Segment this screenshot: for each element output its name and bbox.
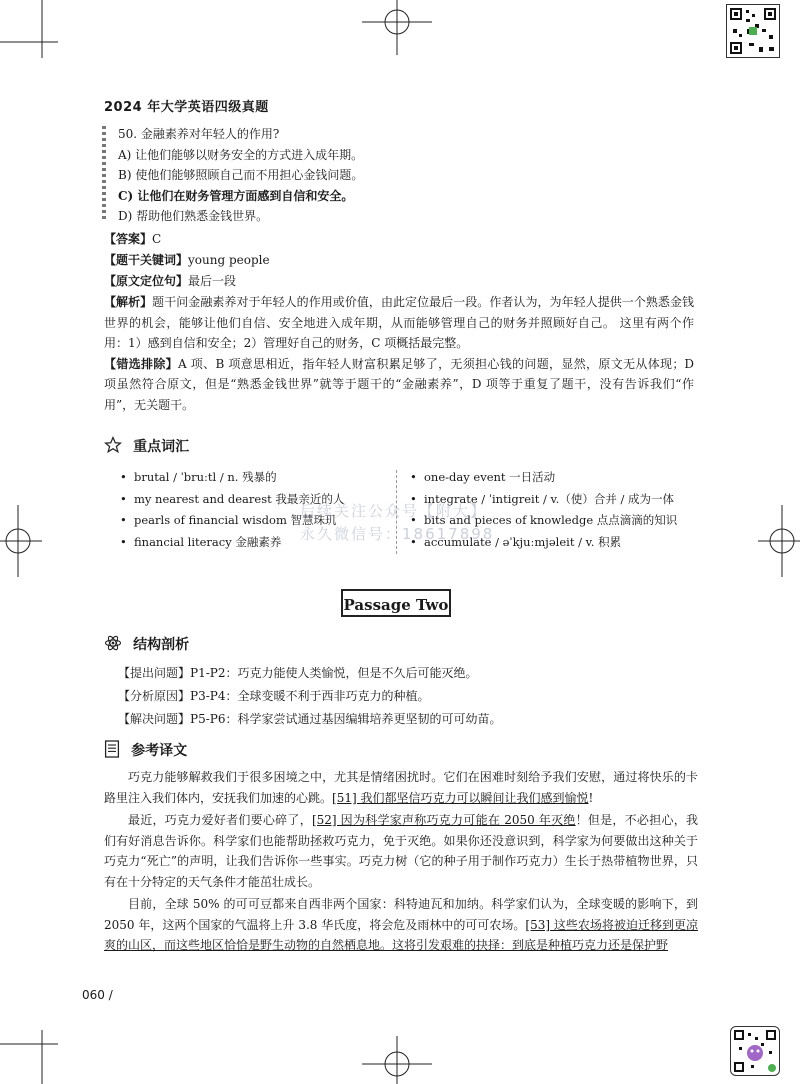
explain-paragraph <box>104 292 694 354</box>
option-b: B) 使他们能够照顾自己而不用担心金钱问题。 <box>118 168 364 182</box>
structure-title: 结构剖析 <box>133 637 190 653</box>
vocab-item: • brutal / ˈbruːtl / n. 残暴的 <box>120 467 390 489</box>
exclude-tag: 【错选排除】 <box>104 356 178 371</box>
question-stem: 50. 金融素养对年轻人的作用? <box>118 127 280 141</box>
keyword-line <box>104 250 694 271</box>
exclude-text: A 项、B 项意思相近，指年轻人财富积累足够了，无须担心钱的问题，显然，原文无从体现；D 项虽然符合原文，但是“熟悉金钱世界”就等于题干的“金融素养”，D 项等于重复了题干，没有告诉我们“作用”，无关题干。 <box>104 356 694 412</box>
vocab-header <box>104 436 189 456</box>
translation-body <box>104 767 698 956</box>
p2-text: 最近，巧克力爱好者们要心碎了， <box>128 813 312 827</box>
option-c: C) 让他们在财务管理方面感到自信和安全。 <box>118 188 354 203</box>
answer-tag: 【答案】 <box>104 232 153 246</box>
watermark-line2: 永久微信号：18617898 <box>300 525 495 543</box>
structure-list <box>118 662 698 731</box>
page-number: 060 / <box>82 988 113 1002</box>
vocab-item: • bits and pieces of knowledge 点点滴滴的知识 <box>410 510 710 532</box>
structure-item: 【分析原因】P3-P4：全球变暖不利于西非巧克力的种植。 <box>118 689 430 703</box>
question-block <box>102 124 702 227</box>
p1-end: ! <box>588 790 594 805</box>
keyword-tag: 【题干关键词】 <box>104 253 189 267</box>
atom-icon <box>104 634 122 652</box>
p3-highlight: [53] 这些农场将被迫迁移到更凉爽的山区，而这些地区恰恰是野生动物的自然栖息地。这将引发艰难的抉择：到底是种植巧克力还是保护野 <box>104 917 698 952</box>
translation-paragraph-1 <box>104 767 698 808</box>
structure-item: 【提出问题】P1-P2：巧克力能使人类愉悦，但是不久后可能灭绝。 <box>118 666 478 680</box>
qr-code-top[interactable] <box>726 4 780 58</box>
p1-highlight: [51] 我们都坚信巧克力可以瞬间让我们感到愉悦 <box>332 790 589 805</box>
vocab-item: • my nearest and dearest 我最亲近的人 <box>120 489 390 511</box>
translation-paragraph-3 <box>104 894 698 956</box>
analysis-block <box>104 229 694 415</box>
watermark-line1: 后续关注公众号【附大】 <box>300 502 488 520</box>
explain-text: 题干问金融素养对于年轻人的作用或价值，由此定位最后一段。作者认为，为年轻人提供一个熟悉金钱世界的机会，能够让他们自信、安全地进入成年期，从而能够管理自己的财务并照顾好自己。 这里有两个作用：1）感到自信和安全；2）管理好自己的财务，C 项概括最完整。 <box>104 295 694 350</box>
translation-title: 参考译文 <box>131 743 188 759</box>
p2-highlight: [52] 因为科学家声称巧克力可能在 2050 年灭绝 <box>311 813 576 827</box>
quote-bar <box>102 126 106 220</box>
p1-text: 巧克力能够解救我们于很多困境之中，尤其是情绪困扰时。它们在困难时刻给予我们安慰，通过将快乐的卡路里注入我们体内，安抚我们加速的心跳。 <box>104 770 698 805</box>
vocab-title: 重点词汇 <box>133 439 190 455</box>
locate-tag: 【原文定位句】 <box>104 274 189 288</box>
answer-value: C <box>152 232 162 246</box>
option-d: D) 帮助他们熟悉金钱世界。 <box>118 209 269 223</box>
watermark <box>300 500 494 544</box>
p2-rest: ！但是，不必担心，我们有好消息告诉你。科学家们也能帮助拯救巧克力，免于灭绝。如果你还没意识到，科学家为何要做出这种关于巧克力“死亡”的声明，让我们告诉你一些事实。巧克力树（它的种子用于制作巧克力）生长于热带植物世界，只有在十分特定的天气条件才能茁壮成长。 <box>104 813 698 889</box>
keyword-value: young people <box>188 253 270 267</box>
structure-item: 【解决问题】P5-P6：科学家尝试通过基因编辑培养更坚韧的可可幼苗。 <box>118 712 502 726</box>
locate-line <box>104 271 694 292</box>
translation-header <box>104 740 187 760</box>
vocab-item: • accumulate / əˈkjuːmjəleit / v. 积累 <box>410 532 710 554</box>
structure-header <box>104 634 189 654</box>
vocab-item: • integrate / ˈintigreit / v.（使）合并 / 成为一体 <box>410 489 710 511</box>
star-icon <box>104 436 122 454</box>
passage-label: Passage Two <box>341 589 451 617</box>
explain-tag: 【解析】 <box>104 295 153 309</box>
qr-code-bottom[interactable] <box>730 1026 780 1076</box>
locate-value: 最后一段 <box>188 274 237 288</box>
p3-text: 目前，全球 50% 的可可豆都来自西非两个国家：科特迪瓦和加纳。科学家们认为，全球变暖的影响下，到 2050 年，这两个国家的气温将上升 3.8 华氏度，将会危及雨林中的可可农场。 <box>104 897 698 932</box>
exclude-paragraph <box>104 354 694 416</box>
vocab-item: • pearls of financial wisdom 智慧珠玑 <box>120 510 390 532</box>
page-header-title: 2024 年大学英语四级真题 <box>104 100 269 115</box>
vocab-item: • financial literacy 金融素养 <box>120 532 390 554</box>
answer-line <box>104 229 694 250</box>
option-a: A) 让他们能够以财务安全的方式进入成年期。 <box>118 147 364 162</box>
vocab-item: • one-day event 一日活动 <box>410 467 710 489</box>
translation-paragraph-2 <box>104 810 698 892</box>
document-icon <box>104 740 120 758</box>
